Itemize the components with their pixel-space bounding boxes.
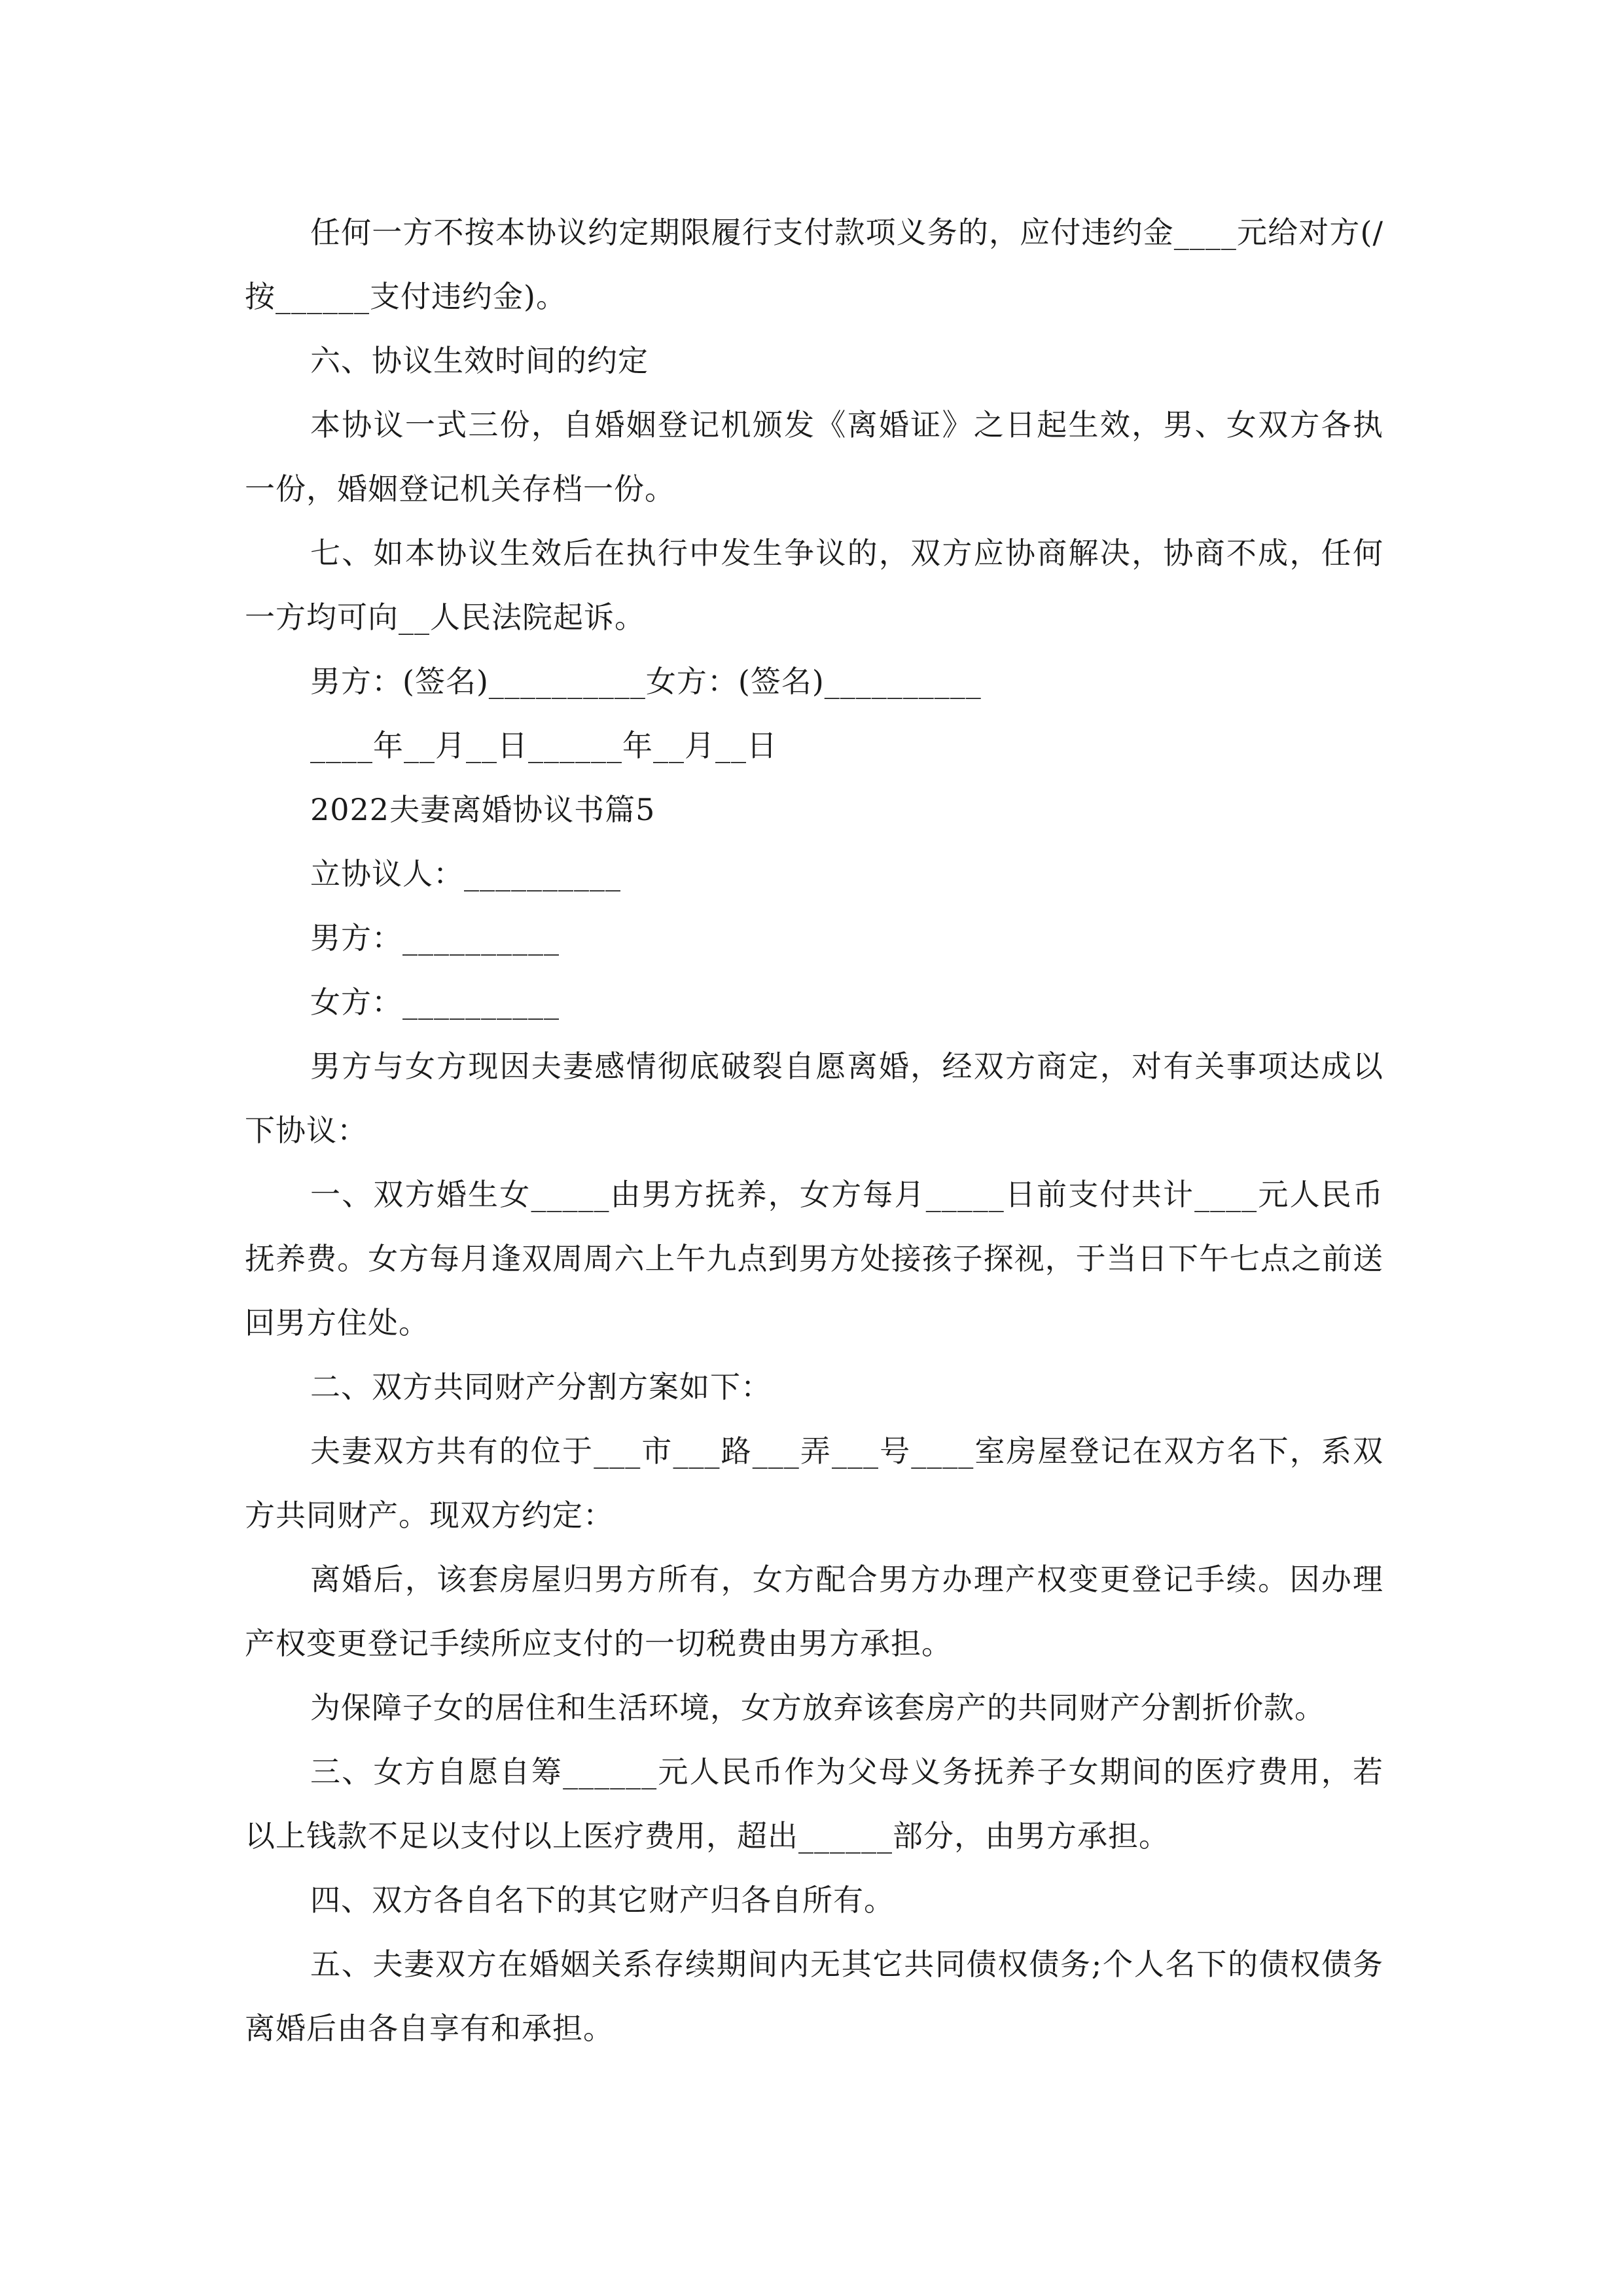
clause-5-debts: 五、夫妻双方在婚姻关系存续期间内无其它共同债权债务;个人名下的债权债务离婚后由各自享有和承担。 <box>245 1946 1383 2046</box>
clause-2-heading: 二、双方共同财产分割方案如下： <box>310 1369 772 1405</box>
clause-3-medical: 三、女方自愿自筹______元人民币作为父母义务抚养子女期间的医疗费用，若以上钱款不足以支付以上医疗费用，超出______部分，由男方承担。 <box>245 1754 1383 1854</box>
party-line: 立协议人：__________ <box>310 856 621 891</box>
section-6-heading: 六、协议生效时间的约定 <box>310 343 649 378</box>
agreement-5-title: 2022夫妻离婚协议书篇5 <box>310 792 656 827</box>
section-6-body: 本协议一式三份，自婚姻登记机颁发《离婚证》之日起生效，男、女双方各执一份，婚姻登记机关存档一份。 <box>245 407 1383 507</box>
penalty-clause: 任何一方不按本协议约定期限履行支付款项义务的，应付违约金____元给对方(/按______支付违约金)。 <box>245 215 1383 314</box>
male-party-line: 男方：__________ <box>310 920 560 956</box>
date-line: ____年__月__日______年__月__日 <box>310 728 777 763</box>
signature-line: 男方：(签名)__________女方：(签名)__________ <box>310 664 982 699</box>
section-7: 七、如本协议生效后在执行中发生争议的，双方应协商解决，协商不成，任何一方均可向__人民法院起诉。 <box>245 535 1383 635</box>
preamble: 男方与女方现因夫妻感情彻底破裂自愿离婚，经双方商定，对有关事项达成以下协议： <box>245 1049 1383 1148</box>
clause-2-waiver: 为保障子女的居住和生活环境，女方放弃该套房产的共同财产分割折价款。 <box>310 1690 1325 1725</box>
clause-2-transfer: 离婚后，该套房屋归男方所有，女方配合男方办理产权变更登记手续。因办理产权变更登记手续所应支付的一切税费由男方承担。 <box>245 1562 1383 1661</box>
document-body <box>245 200 1383 2060</box>
clause-4-other-property: 四、双方各自名下的其它财产归各自所有。 <box>310 1882 895 1918</box>
clause-1-custody: 一、双方婚生女_____由男方抚养，女方每月_____日前支付共计____元人民币抚养费。女方每月逢双周周六上午九点到男方处接孩子探视，于当日下午七点之前送回男方住处。 <box>245 1177 1383 1340</box>
female-party-line: 女方：__________ <box>310 984 560 1020</box>
clause-2-property: 夫妻双方共有的位于___市___路___弄___号____室房屋登记在双方名下，系双方共同财产。现双方约定： <box>245 1433 1383 1533</box>
